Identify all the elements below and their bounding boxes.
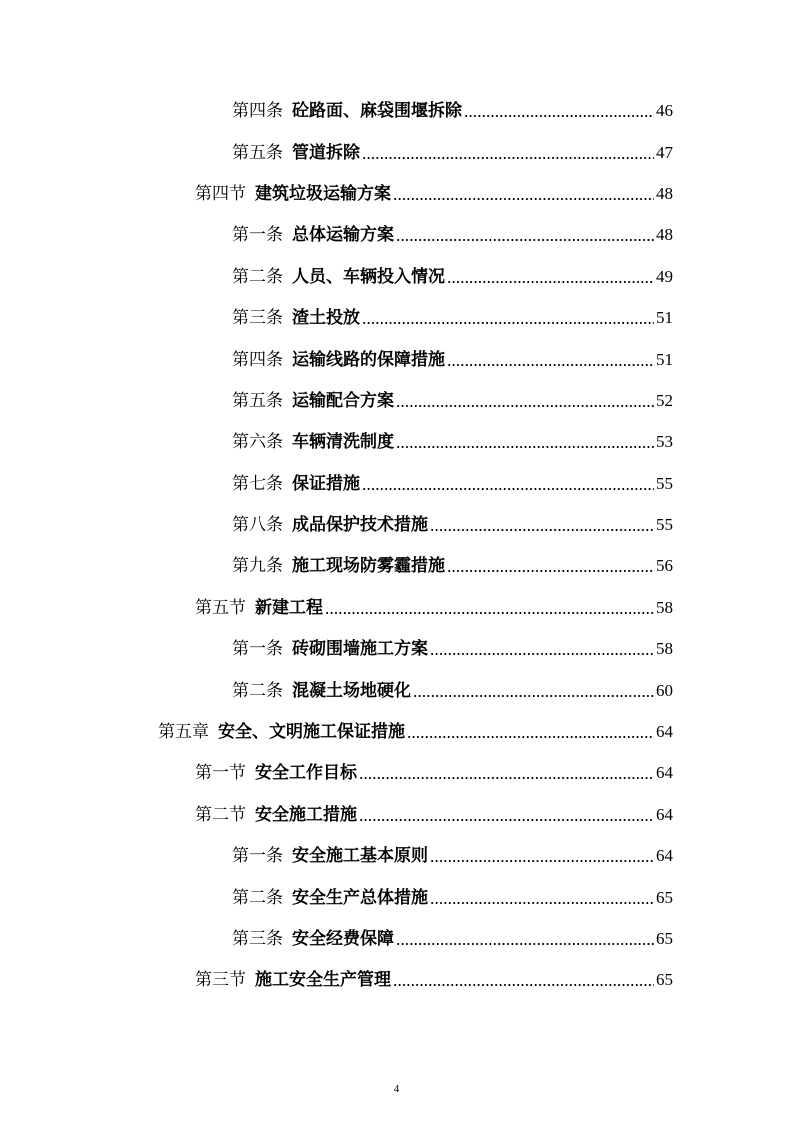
toc-entry-title: 安全经费保障 (292, 929, 394, 949)
toc-entry-title: 总体运输方案 (292, 225, 394, 245)
toc-entry-number: 第二节 (195, 805, 246, 825)
toc-entry-page: 47 (656, 143, 673, 162)
toc-entry-number: 第六条 (232, 432, 283, 452)
toc-entry[interactable] (195, 177, 673, 205)
toc-entry-page: 58 (656, 639, 673, 658)
toc-entry-number: 第一节 (195, 763, 246, 783)
toc-entry-title: 混凝土场地硬化 (292, 681, 411, 701)
toc-entry[interactable] (232, 839, 673, 867)
toc-entry-page: 55 (656, 474, 673, 493)
toc-entry-page: 65 (656, 888, 673, 907)
toc-entry-number: 第五条 (232, 391, 283, 411)
toc-entry-page: 52 (656, 391, 673, 410)
toc-entry-page: 64 (656, 722, 673, 741)
toc-entry-title: 砖砌围墙施工方案 (292, 639, 428, 659)
toc-entry-number: 第二条 (232, 681, 283, 701)
toc-entry[interactable] (195, 963, 673, 991)
toc-entry-number: 第三节 (195, 970, 246, 990)
toc-entry[interactable] (158, 715, 673, 743)
dot-leader (464, 104, 654, 118)
toc-entry[interactable] (232, 301, 673, 329)
toc-entry-page: 48 (656, 184, 673, 203)
dot-leader (325, 601, 654, 615)
toc-entry[interactable] (232, 467, 673, 495)
toc-entry-number: 第一条 (232, 639, 283, 659)
toc-entry-title: 建筑垃圾运输方案 (255, 184, 391, 204)
toc-entry-number: 第四节 (195, 184, 246, 204)
toc-entry-title: 安全工作目标 (255, 763, 357, 783)
toc-entry-page: 49 (656, 267, 673, 286)
toc-entry-number: 第五章 (158, 722, 209, 742)
dot-leader (396, 394, 654, 408)
dot-leader (447, 270, 654, 284)
toc-entry-number: 第一条 (232, 846, 283, 866)
dot-leader (362, 146, 654, 160)
toc-entry-title: 施工安全生产管理 (255, 970, 391, 990)
toc-entry-number: 第七条 (232, 474, 283, 494)
toc-entry-title: 成品保护技术措施 (292, 515, 428, 535)
toc-entry-title: 砼路面、麻袋围堰拆除 (292, 101, 462, 121)
dot-leader (430, 849, 654, 863)
toc-entry-page: 65 (656, 929, 673, 948)
toc-entry[interactable] (232, 425, 673, 453)
page-number: 4 (393, 1083, 400, 1095)
dot-leader (407, 725, 654, 739)
toc-entry[interactable] (232, 632, 673, 660)
toc-entry[interactable] (232, 674, 673, 702)
dot-leader (396, 228, 654, 242)
toc-entry[interactable] (232, 260, 673, 288)
toc-entry-title: 新建工程 (255, 598, 323, 618)
dot-leader (393, 973, 654, 987)
toc-entry[interactable] (232, 508, 673, 536)
toc-entry-page: 46 (656, 101, 673, 120)
dot-leader (359, 808, 654, 822)
toc-entry[interactable] (232, 136, 673, 164)
dot-leader (362, 477, 654, 491)
toc-entry-title: 车辆清洗制度 (292, 432, 394, 452)
toc-entry-number: 第三条 (232, 929, 283, 949)
toc-entry[interactable] (195, 798, 673, 826)
dot-leader (447, 353, 654, 367)
dot-leader (430, 891, 654, 905)
toc-entry[interactable] (232, 549, 673, 577)
toc-entry[interactable] (232, 343, 673, 371)
toc-entry[interactable] (232, 218, 673, 246)
toc-entry[interactable] (195, 591, 673, 619)
toc-entry-title: 安全生产总体措施 (292, 888, 428, 908)
toc-entry-number: 第二条 (232, 267, 283, 287)
dot-leader (413, 684, 654, 698)
toc-entry-page: 60 (656, 681, 673, 700)
toc-entry-number: 第九条 (232, 556, 283, 576)
toc-entry-title: 保证措施 (292, 474, 360, 494)
toc-entry-number: 第八条 (232, 515, 283, 535)
toc-entry-number: 第二条 (232, 888, 283, 908)
toc-entry-title: 施工现场防雾霾措施 (292, 556, 445, 576)
toc-entry-page: 64 (656, 763, 673, 782)
toc-entry-number: 第一条 (232, 225, 283, 245)
toc-entry-title: 运输线路的保障措施 (292, 350, 445, 370)
toc-entry-title: 运输配合方案 (292, 391, 394, 411)
dot-leader (447, 559, 654, 573)
toc-entry-title: 管道拆除 (292, 143, 360, 163)
toc-entry[interactable] (232, 384, 673, 412)
toc-entry[interactable] (232, 94, 673, 122)
dot-leader (393, 187, 654, 201)
toc-entry-title: 安全施工措施 (255, 805, 357, 825)
dot-leader (396, 932, 654, 946)
toc-entry-title: 安全施工基本原则 (292, 846, 428, 866)
toc-entry-number: 第四条 (232, 101, 283, 121)
toc-entry-page: 64 (656, 805, 673, 824)
toc-entry-page: 48 (656, 225, 673, 244)
dot-leader (430, 642, 654, 656)
toc-entry[interactable] (232, 881, 673, 909)
toc-entry-page: 51 (656, 350, 673, 369)
toc-entry-number: 第三条 (232, 308, 283, 328)
toc-entry-page: 58 (656, 598, 673, 617)
toc-entry-page: 56 (656, 556, 673, 575)
toc-entry-title: 安全、文明施工保证措施 (218, 722, 405, 742)
toc-entry-page: 64 (656, 846, 673, 865)
toc-entry-page: 65 (656, 970, 673, 989)
toc-entry-page: 55 (656, 515, 673, 534)
toc-entry-number: 第五条 (232, 143, 283, 163)
toc-entry[interactable] (195, 756, 673, 784)
dot-leader (362, 311, 654, 325)
toc-entry-number: 第四条 (232, 350, 283, 370)
dot-leader (396, 435, 654, 449)
toc-entry[interactable] (232, 922, 673, 950)
toc-entry-number: 第五节 (195, 598, 246, 618)
toc-entry-page: 53 (656, 432, 673, 451)
toc-entry-title: 人员、车辆投入情况 (292, 267, 445, 287)
dot-leader (359, 766, 654, 780)
dot-leader (430, 518, 654, 532)
toc-entry-page: 51 (656, 308, 673, 327)
toc-entry-title: 渣土投放 (292, 308, 360, 328)
